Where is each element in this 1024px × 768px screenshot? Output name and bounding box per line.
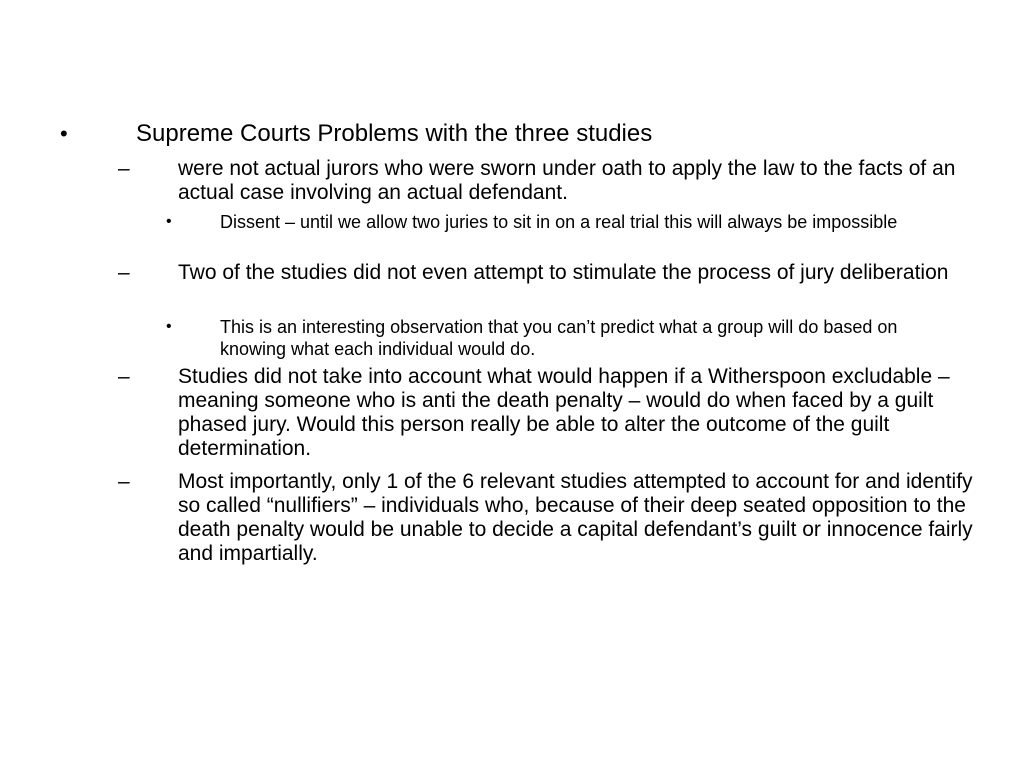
bullet-marker: • xyxy=(60,121,68,146)
bullet-text: Most importantly, only 1 of the 6 relevant studies attempted to account for and identify so called “nullifiers” – individuals who, because of their deep seated opposition to the death penalty would be unable to decide a capital defendant’s guilt or innocence fairly and impartially. xyxy=(178,470,973,565)
bullet-text: This is an interesting observation that you can’t predict what a group will do based on knowing what each individual would do. xyxy=(220,317,898,359)
bullet-marker: • xyxy=(166,318,172,335)
dash-marker: – xyxy=(118,470,130,493)
bullet-text: Two of the studies did not even attempt to stimulate the process of jury deliberation xyxy=(178,261,949,284)
bullet-text: were not actual jurors who were sworn under oath to apply the law to the facts of an actual case involving an actual defendant. xyxy=(178,157,956,204)
bullet-text: Studies did not take into account what would happen if a Witherspoon excludable – meaning someone who is anti the death penalty – would do when faced by a guilt phased jury. Would this person really be able to alter the outcome of the guilt determination. xyxy=(178,365,950,460)
dash-marker: – xyxy=(118,365,130,388)
bullet-text: Dissent – until we allow two juries to sit in on a real trial this will always be impossible xyxy=(220,212,898,232)
dash-marker: – xyxy=(118,261,130,284)
dash-marker: – xyxy=(118,157,130,180)
bullet-text: Supreme Courts Problems with the three studies xyxy=(136,120,653,147)
bullet-marker: • xyxy=(166,213,172,230)
